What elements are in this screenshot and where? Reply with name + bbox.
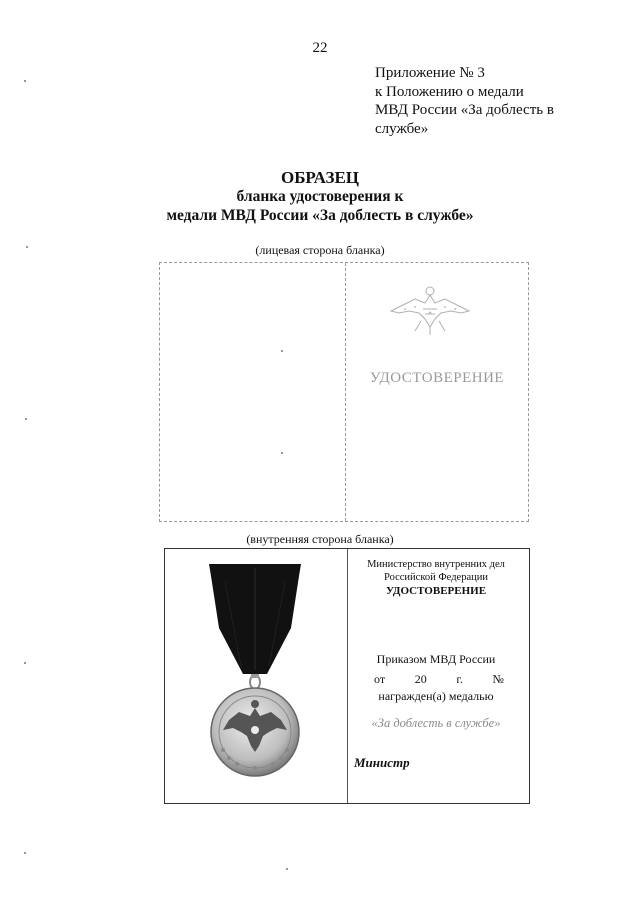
heading-sample: ОБРАЗЕЦ	[280, 168, 360, 187]
page-number: 22	[312, 40, 328, 56]
scan-speck	[24, 80, 26, 82]
document-heading	[0, 168, 640, 225]
appendix-note	[375, 64, 585, 138]
scan-speck	[281, 452, 283, 454]
inner-fold-line	[347, 549, 348, 803]
order-line: Приказом МВД России	[376, 652, 496, 666]
date-suffix-label: г.	[456, 672, 463, 686]
appendix-line-2: к Положению о медали	[375, 83, 524, 100]
heading-form: бланка удостоверения к	[236, 188, 404, 205]
scan-speck	[25, 418, 27, 420]
ministry-line-2: Российской Федерации	[384, 572, 488, 583]
scan-speck	[24, 852, 26, 854]
number-sign-label: №	[492, 672, 504, 686]
heading-medal: медали МВД России «За доблесть в службе»	[166, 207, 474, 224]
inner-side-caption: (внутренняя сторона бланка)	[246, 532, 394, 546]
appendix-line-3: МВД России «За доблесть в	[375, 102, 554, 118]
date-year-label: 20	[414, 672, 427, 686]
awarded-line: награжден(а) медалью	[378, 689, 494, 703]
inner-certificate-title: УДОСТОВЕРЕНИЕ	[385, 585, 487, 597]
front-side-caption: (лицевая сторона бланка)	[255, 243, 385, 257]
date-line	[374, 672, 504, 687]
appendix-line-4: службе»	[375, 120, 429, 137]
scan-speck	[281, 350, 283, 352]
ministry-line-1: Министерство внутренних дел	[367, 559, 505, 570]
date-from-label: от	[374, 672, 386, 686]
medal-image	[195, 562, 315, 784]
ministry-name	[352, 558, 520, 584]
front-certificate-title: УДОСТОВЕРЕНИЕ	[369, 370, 505, 386]
front-fold-line	[345, 263, 346, 521]
scan-speck	[26, 246, 28, 248]
eagle-emblem-icon	[385, 283, 475, 338]
medal-name-text: «За доблесть в службе»	[371, 716, 501, 730]
scan-speck	[286, 868, 288, 870]
signature-label: Министр	[354, 755, 410, 770]
appendix-line-1: Приложение № 3	[375, 65, 485, 81]
scan-speck	[24, 662, 26, 664]
